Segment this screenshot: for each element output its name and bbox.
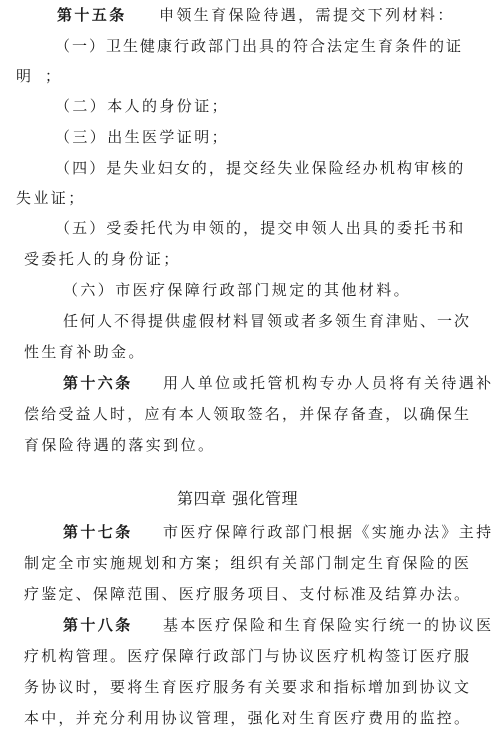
article-18-text-line-1: 基本医疗保险和生育保险实行统一的协议医: [162, 616, 494, 634]
article-15-first-line: [57, 5, 455, 25]
article-17-label: 第十七条: [63, 523, 133, 541]
article-18-first-line: [63, 615, 494, 635]
article-17-text-line-1: 市医疗保障行政部门根据《实施办法》主持: [162, 523, 494, 541]
article-15-item-4-line-2: 失业证；: [16, 189, 86, 207]
article-17-text-line-3: 疗鉴定、保障范围、医疗服务项目、支付标准及结算办法。: [24, 585, 472, 603]
article-16-first-line: [63, 373, 494, 393]
article-15-item-5-line-2: 受委托人的身份证；: [24, 250, 181, 268]
article-15-item-3: （三）出生医学证明；: [55, 128, 230, 146]
chapter-4-title: 第四章 强化管理: [177, 489, 299, 508]
article-15-item-2: （二）本人的身份证；: [55, 97, 230, 115]
article-18-label: 第十八条: [63, 616, 133, 634]
article-15-item-1-line-1: （一）卫生健康行政部门出具的符合法定生育条件的证: [55, 37, 464, 55]
article-15-item-6: （六）市医疗保障行政部门规定的其他材料。: [63, 281, 412, 299]
article-18-text-line-4: 本中，并充分利用协议管理，强化对生育医疗费用的监控。: [24, 709, 472, 727]
article-15-note-line-2: 性生育补助金。: [24, 343, 146, 361]
article-18-text-line-2: 疗机构管理。医疗保障行政部门与协议医疗机构签订医疗服: [24, 647, 472, 665]
article-15-intro: 申领生育保险待遇，需提交下列材料：: [158, 6, 455, 24]
article-16-text-line-1: 用人单位或托管机构专办人员将有关待遇补: [162, 374, 494, 392]
article-16-text-line-2: 偿给受益人时，应有本人领取签名，并保存备查，以确保生: [24, 405, 472, 423]
article-16-text-line-3: 育保险待遇的落实到位。: [24, 436, 216, 454]
article-15-item-1-line-2: 明；: [16, 67, 75, 85]
article-15-note-line-1: 任何人不得提供虚假材料冒领或者多领生育津贴、一次: [63, 312, 472, 330]
article-16-label: 第十六条: [63, 374, 133, 392]
article-18-text-line-3: 务协议时，要将生育医疗服务有关要求和指标增加到协议文: [24, 678, 472, 696]
article-17-text-line-2: 制定全市实施规划和方案；组织有关部门制定生育保险的医: [24, 554, 472, 572]
article-15-item-5-line-1: （五）受委托代为申领的，提交申领人出具的委托书和: [55, 219, 466, 237]
article-17-first-line: [63, 522, 494, 542]
article-15-item-4-line-1: （四）是失业妇女的，提交经失业保险经办机构审核的: [55, 159, 466, 177]
article-15-label: 第十五条: [57, 6, 127, 24]
